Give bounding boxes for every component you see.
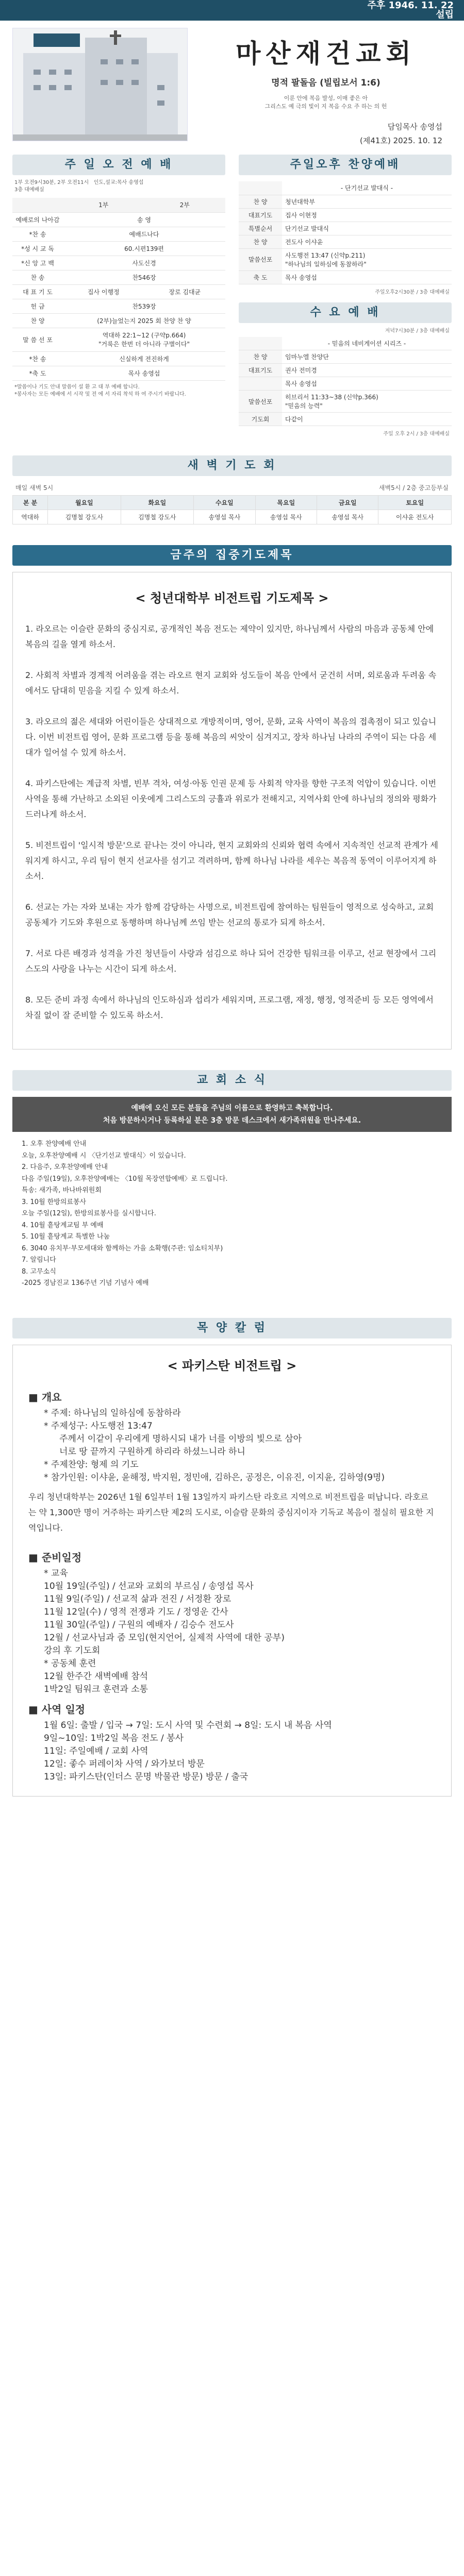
table-cell: 이샤윤 전도사	[378, 510, 452, 524]
order-value: - 믿음의 네비게이션 시리즈 -	[282, 337, 452, 350]
news-item: 1. 오후 찬양예배 안내	[22, 1140, 87, 1148]
column-line: * 참가인원: 이샤윤, 윤해정, 박지원, 정민애, 김하은, 공정은, 이유진, 이지윤, 김하영(9명)	[44, 1472, 385, 1483]
wednesday-note: 저녁7시30분 / 3층 대예배실	[385, 328, 450, 334]
news-item: -2025 경남진교 136주년 기념 기념사 예배	[22, 1279, 149, 1287]
table-cell: 송영섭 목사	[317, 510, 378, 524]
order-label: *찬 송	[12, 351, 63, 366]
news-item: 2. 다음주, 오후찬양예배 안내	[22, 1163, 108, 1171]
order-row	[12, 328, 225, 351]
dawn-prayer-left: 매일 새벽 5시	[15, 484, 54, 492]
news-intro-1: 예배에 오신 모든 분들을 주님의 이름으로 환영하고 축복합니다.	[131, 1104, 333, 1112]
column-title: 목 양 칼 럼	[12, 1318, 452, 1338]
column-line: * 주제성구: 사도행전 13:47	[44, 1420, 153, 1431]
scripture-ref: 역대하 22:1~12 (구약p.664)	[102, 332, 186, 339]
morning-notes	[14, 179, 223, 194]
news-item: 3. 10월 한방의료봉사	[22, 1198, 87, 1206]
order-value: 다같이	[282, 413, 452, 426]
column-line: * 주제: 하나님의 일하심에 동참하라	[44, 1408, 181, 1418]
order-label: 대 표 기 도	[12, 284, 63, 299]
founding-label: 설립	[436, 9, 454, 20]
column-line: * 공동체 훈련	[44, 1658, 96, 1669]
prayer-item: 1. 라오르는 이슬란 문화의 중심지로, 공개적인 복음 전도는 제약이 있지만, 하나님께서 사람의 마음과 공동체 안에 복음의 길을 열게 하소서.	[25, 624, 434, 649]
order-label: *성 시 교 독	[12, 241, 63, 256]
order-value: 60.시편139편	[63, 241, 225, 256]
order-value-2bu: 장로 김대균	[144, 284, 226, 299]
column-line: 12일: 좋수 퍼레이차 사역 / 와가보더 방문	[44, 1758, 205, 1769]
dawn-prayer-section	[12, 455, 452, 524]
column-box	[12, 1345, 452, 1797]
column-paragraph: 우리 청년대학부는 2026년 1월 6일부터 1월 13일까지 파키스탄 라호르 지역으로 비전트립을 떠납니다. 라호르는 약 1,300만 명이 거주하는 파키스탄 제2의 도시로, 이슬람 문화의 중심지이자 기독교 복음이 절실히 필요한 지역입니다.	[28, 1492, 434, 1533]
dawn-prayer-table	[12, 495, 452, 524]
order-value-1bu: 집사 이행정	[63, 284, 144, 299]
order-label: 찬 양	[239, 235, 282, 248]
order-value: 찬539장	[63, 299, 225, 313]
vision-line-1: 이룬 안에 복음 발성, 이매 좋은 아	[284, 95, 368, 101]
order-label: 찬 양	[12, 313, 63, 328]
column-line: 너로 땅 끝까지 구원하게 하리라 하셨느니라 하니	[59, 1446, 245, 1457]
column-line: 11월 9일(주일) / 선교적 삶과 전진 / 서정환 장로	[44, 1594, 231, 1604]
order-value: 단기선교 발대식	[282, 222, 452, 235]
column-line: 13일: 파키스탄(인더스 문명 박물관 방문) 방문 / 출국	[44, 1771, 248, 1782]
order-value: 사도신경	[63, 256, 225, 270]
order-label	[239, 337, 282, 350]
order-row	[12, 270, 225, 284]
col-1bu: 1부	[63, 198, 144, 212]
afternoon-column	[239, 155, 452, 440]
table-header: 수요일	[194, 496, 255, 510]
founding-date: 주후 1946. 11. 22	[367, 0, 454, 11]
column-line: 12월 / 선교사님과 줌 모임(현지언어, 실제적 사역에 대한 공부)	[44, 1632, 285, 1643]
prayer-item: 3. 라오르의 젊은 세대와 어린이들은 상대적으로 개방적이며, 영어, 문화, 교육 사역이 복음의 접촉점이 되고 있습니다. 이번 비전트립 영어, 문화 프로그램 등을 통해 복음의 씨앗이 심겨지고, 장차 하나님 나라의 주역이 되는 다음 세대가 일어설 수 있게 하소서.	[25, 717, 437, 757]
afternoon-order-table	[239, 181, 452, 284]
order-value: 권사 전미경	[282, 364, 452, 377]
order-value	[63, 328, 225, 351]
col-2bu: 2부	[144, 198, 226, 212]
scripture-ref: 히브리서 11:33~38 (신약p.366)	[285, 394, 378, 401]
pastor-name: 담임목사 송영섭	[387, 122, 442, 131]
column-line: 1박2일 팀워크 훈련과 소통	[44, 1684, 148, 1694]
prayer-item: 2. 사회적 차별과 경계적 어려움을 겪는 라오르 현지 교회와 성도들이 복음 안에서 굳건히 서며, 외로움과 두려움 속에서도 담대히 믿음을 지킬 수 있게 하소서.	[25, 670, 437, 696]
order-row	[12, 366, 225, 380]
order-row	[12, 284, 225, 299]
news-item: 6. 3040 유치부·부모세대와 함께하는 가을 소확행(주관: 임소티치부)	[22, 1244, 223, 1252]
column-section	[12, 1318, 452, 1797]
column-line: 강의 후 기도회	[44, 1645, 101, 1656]
order-label: 찬 양	[239, 195, 282, 208]
afternoon-service-title: 주일오후 찬양예배	[239, 155, 452, 175]
table-header: 본 분	[13, 496, 48, 510]
order-label: *신 앙 고 백	[12, 256, 63, 270]
title-box	[188, 28, 452, 149]
news-intro	[12, 1097, 452, 1132]
news-item: 8. 고무소식	[22, 1267, 56, 1276]
column-line: 9일~10일: 1박2일 복음 전도 / 봉사	[44, 1733, 184, 1743]
footnote-2: *봉사자는 모든 예배에 서 시작 및 전 에 서 자리 착석 하 여 주시기 바랍니다.	[14, 391, 186, 397]
footnote-1: *말씀이나 기도 안내 말씀이 설 환 고 대 부 예배 합니다.	[14, 384, 140, 390]
table-row	[13, 510, 452, 524]
order-label: 찬 송	[12, 270, 63, 284]
order-label: 말씀선포	[239, 391, 282, 413]
dawn-prayer-title: 새 벽 기 도 회	[12, 455, 452, 476]
order-value: - 단기선교 발대식 -	[282, 181, 452, 195]
morning-service	[12, 155, 225, 440]
order-value: 목사 송영섭	[63, 366, 225, 380]
vision-line-2: 그리스도 예 극의 빛이 지 복음 수요 주 하는 의 헌	[264, 103, 387, 110]
table-cell: 김명철 강도사	[121, 510, 194, 524]
morning-note-2: 인도,설교:목사 송영섭	[93, 180, 144, 185]
sermon-title: "거룩은 한번 더 아니라 구별이다"	[98, 341, 190, 348]
column-subheading: ■ 준비일정	[28, 1551, 82, 1564]
focus-prayer-heading: < 청년대학부 비전트립 기도제목 >	[135, 591, 329, 605]
order-label: 기도회	[239, 413, 282, 426]
column-subheading: ■ 사역 일정	[28, 1703, 86, 1716]
order-value	[282, 391, 452, 413]
table-header-row	[13, 496, 452, 510]
table-header: 목요일	[255, 496, 317, 510]
focus-prayer-box	[12, 572, 452, 1049]
order-label: 예배로의 나아감	[12, 212, 63, 227]
header	[0, 21, 464, 149]
table-cell: 송영섭 목사	[194, 510, 255, 524]
sermon-title: "믿음의 능력"	[285, 402, 323, 410]
afternoon-note: 주일오후2시30분 / 3층 대예배실	[375, 289, 450, 295]
order-label	[239, 181, 282, 195]
order-row	[12, 256, 225, 270]
order-row	[12, 313, 225, 328]
order-label: *축 도	[12, 366, 63, 380]
order-label: 대표기도	[239, 208, 282, 222]
order-value: 목사 송영섭	[282, 270, 452, 284]
table-header: 금요일	[317, 496, 378, 510]
wednesday-order-table	[239, 337, 452, 427]
services-section	[0, 149, 464, 440]
sermon-title: "하나님의 일하심에 동참하라"	[285, 260, 367, 268]
table-header: 월요일	[48, 496, 121, 510]
prayer-item: 7. 서로 다른 배경과 성격을 가진 청년들이 사랑과 섬김으로 하나 되어 건강한 팀워크를 이루고, 선교 현장에서 그리스도의 사랑을 나누는 시간이 되게 하소서.	[25, 948, 437, 974]
news-item: 4. 10월 흩탕계교팀 부 예배	[22, 1221, 104, 1229]
news-intro-2: 처음 방문하시거나 등록하실 분은 3층 방문 데스크에서 새가족위원을 만나주세요.	[103, 1116, 361, 1125]
prayer-item: 5. 비전트립이 '일시적 방문'으로 끝나는 것이 아니라, 현지 교회와의 신뢰와 협력 속에서 지속적인 선교적 관계가 세워지게 하시고, 우리 팀이 현지 선교사를 섬기고 격려하며, 함께 하나님 나라를 세우는 복음적 동역이 이루어지게 하소서.	[25, 840, 438, 881]
order-value: (2부)늘었는지 2025 회 찬양 찬 양	[63, 313, 225, 328]
order-label: 대표기도	[239, 364, 282, 377]
news-item: 다음 주일(19일), 오후찬양예배는 〈10월 목장연합예배〉로 드립니다.	[22, 1175, 228, 1183]
church-vision	[200, 94, 452, 111]
news-item: 5. 10월 흩탕계교 특별한 나눔	[22, 1233, 110, 1241]
news-section	[12, 1070, 452, 1297]
news-item: 오늘 주일(12일), 한방의료봉사를 실시합니다.	[22, 1210, 156, 1217]
news-title: 교 회 소 식	[12, 1070, 452, 1091]
column-line: 11일: 주일예배 / 교회 사역	[44, 1745, 148, 1756]
order-label: 헌 금	[12, 299, 63, 313]
column-line: 주께서 이같이 우리에게 명하시되 내가 너를 이방의 빛으로 삼아	[59, 1433, 302, 1444]
order-value: 찬546장	[63, 270, 225, 284]
church-motto: 명적 팔돌음 (빌립보서 1:6)	[271, 78, 380, 88]
order-value: 집사 이현정	[282, 208, 452, 222]
morning-footnotes	[14, 384, 223, 398]
order-label	[239, 377, 282, 391]
order-value	[282, 248, 452, 270]
news-list	[12, 1132, 452, 1297]
focus-prayer-section	[12, 545, 452, 1049]
order-value: 예배드나다	[63, 227, 225, 241]
order-label: *찬 송	[12, 227, 63, 241]
column-line: * 교육	[44, 1568, 68, 1579]
table-cell: 송영섭 목사	[255, 510, 317, 524]
news-item: 7. 알림니다	[22, 1256, 56, 1264]
order-value: 목사 송영섭	[282, 377, 452, 391]
focus-prayer-title: 금주의 집중기도제목	[12, 545, 452, 566]
issue-number: (제41호) 2025. 10. 12	[360, 136, 442, 145]
table-header: 화요일	[121, 496, 194, 510]
scripture-ref: 사도행전 13:47 (신약p.211)	[285, 251, 366, 259]
church-name: 마산재건교회	[236, 39, 416, 69]
news-item: 오늘, 오후찬양예배 시 〈단기선교 발대식〉이 있습니다.	[22, 1151, 186, 1160]
column-line: 12월 한주간 새벽예배 참석	[44, 1671, 148, 1682]
order-row	[12, 212, 225, 227]
church-building-image	[12, 28, 188, 141]
prayer-item: 8. 모든 준비 과정 속에서 하나님의 인도하심과 섭리가 세워지며, 프로그램, 재정, 행정, 영적준비 등 모든 영역에서 차질 없이 잘 준비할 수 있도록 하소서.	[25, 995, 434, 1020]
table-cell: 역대하	[13, 510, 48, 524]
column-subheading: ■ 개요	[28, 1391, 62, 1403]
order-row	[12, 241, 225, 256]
prayer-item: 6. 선교는 가는 자와 보내는 자가 함께 감당하는 사명으로, 비전트립에 참여하는 팀원들이 영적으로 성숙하고, 교회 공동체가 기도와 후원으로 동행하며 하나님께 쓰임 받는 선교의 통로가 되게 하소서.	[25, 902, 434, 927]
order-value: 청년대학부	[282, 195, 452, 208]
morning-service-title: 주 일 오 전 예 배	[12, 155, 225, 175]
order-value: 임마누엘 찬양단	[282, 350, 452, 364]
order-value: 신실하게 전진하게	[63, 351, 225, 366]
order-row	[12, 351, 225, 366]
morning-order-table	[12, 198, 225, 381]
order-value: 전도사 이샤윤	[282, 235, 452, 248]
prayer-item: 4. 파키스탄에는 계급적 차별, 빈부 격차, 여성·아동 인권 문제 등 사회적 약자를 향한 구조적 억압이 있습니다. 이번 사역을 통해 가난하고 소외된 이웃에게 그리스도의 긍휼과 위로가 전해지고, 지역사회 안에 하나님의 정의와 평화가 드러나게 하소서.	[25, 778, 437, 819]
table-cell: 김명철 강도사	[48, 510, 121, 524]
order-label: 특별순서	[239, 222, 282, 235]
order-row	[12, 227, 225, 241]
table-header: 토요일	[378, 496, 452, 510]
order-label: 말 씀 선 포	[12, 328, 63, 351]
column-line: * 주제찬양: 형제 의 기도	[44, 1459, 139, 1470]
order-label: 말씀선포	[239, 248, 282, 270]
news-item: 특송: 새가족, 바나바위원회	[22, 1187, 102, 1194]
order-label: 찬 양	[239, 350, 282, 364]
column-line: 1월 6일: 출발 / 입국 → 7일: 도시 사역 및 수련회 → 8일: 도시 내 복음 사역	[44, 1720, 332, 1731]
column-heading: < 파키스탄 비전트립 >	[167, 1358, 297, 1373]
top-band	[0, 0, 464, 21]
morning-note-3: 3층 대예배실	[14, 187, 44, 193]
column-line: 10월 19일(주일) / 선교와 교회의 부르심 / 송영섭 목사	[44, 1581, 254, 1591]
dawn-prayer-right: 새벽5시 / 2층 중고등부실	[378, 484, 449, 492]
column-line: 11월 12일(수) / 영적 전쟁과 기도 / 정영운 간사	[44, 1606, 228, 1617]
wednesday-foot: 주일 오후 2시 / 3층 대예배실	[383, 431, 450, 437]
column-line: 11월 30일(주일) / 구원의 예배자 / 김승수 전도사	[44, 1619, 234, 1630]
order-label: 축 도	[239, 270, 282, 284]
column-body	[23, 1379, 441, 1789]
morning-note-1: 1부 오전9시30분, 2부 오전11시	[14, 180, 89, 185]
wednesday-service-title: 수 요 예 배	[239, 302, 452, 323]
order-row	[12, 299, 225, 313]
order-value: 송 영	[63, 212, 225, 227]
